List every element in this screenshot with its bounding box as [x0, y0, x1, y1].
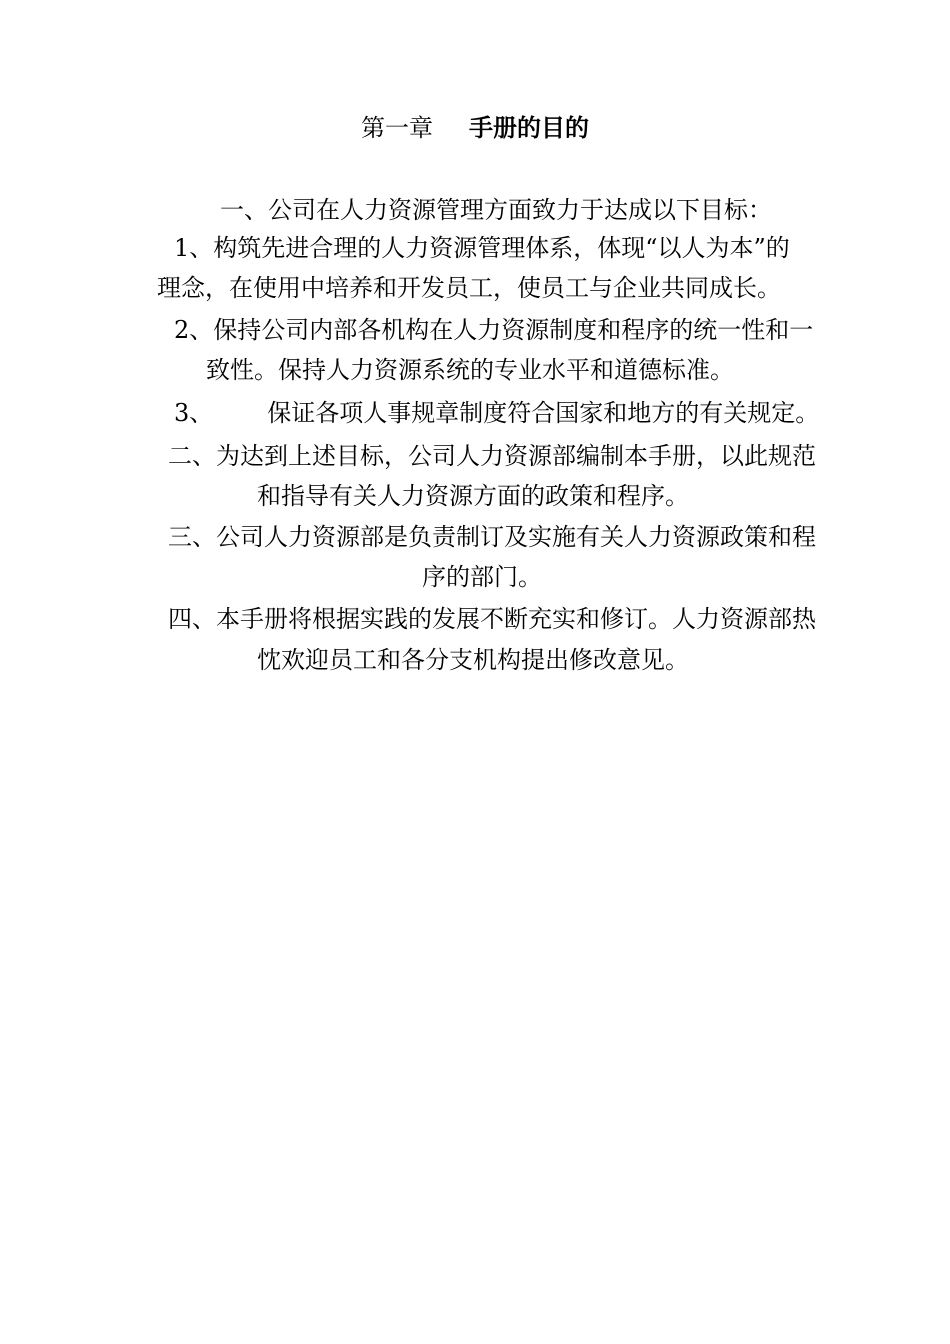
section3-line2: 序的部门。: [422, 563, 542, 591]
section2-line2: 和指导有关人力资源方面的政策和程序。: [257, 482, 689, 510]
item1-line2: 理念，在使用中培养和开发员工，使员工与企业共同成长。: [157, 274, 781, 302]
chapter-title: 手册的目的: [469, 113, 589, 142]
chapter-heading: [0, 108, 950, 148]
item3-number: 3、: [174, 399, 214, 427]
item2-line1: 2、保持公司内部各机构在人力资源制度和程序的统一性和一: [174, 316, 814, 344]
item2-line2: 致性。保持人力资源系统的专业水平和道德标准。: [206, 356, 734, 384]
chapter-number: 第一章: [361, 114, 433, 142]
item3-text: 保证各项人事规章制度符合国家和地方的有关规定。: [267, 399, 820, 427]
section3-line1: 三、公司人力资源部是负责制订及实施有关人力资源政策和程: [168, 523, 816, 551]
item1-line1: 1、构筑先进合理的人力资源管理体系，体现“以人为本”的: [174, 234, 790, 262]
section1-intro: 一、公司在人力资源管理方面致力于达成以下目标：: [220, 196, 772, 224]
section4-line1: 四、本手册将根据实践的发展不断充实和修订。人力资源部热: [168, 605, 816, 633]
item3: [174, 393, 819, 433]
section4-line2: 忱欢迎员工和各分支机构提出修改意见。: [257, 646, 689, 674]
section2-line1: 二、为达到上述目标，公司人力资源部编制本手册，以此规范: [168, 442, 816, 470]
